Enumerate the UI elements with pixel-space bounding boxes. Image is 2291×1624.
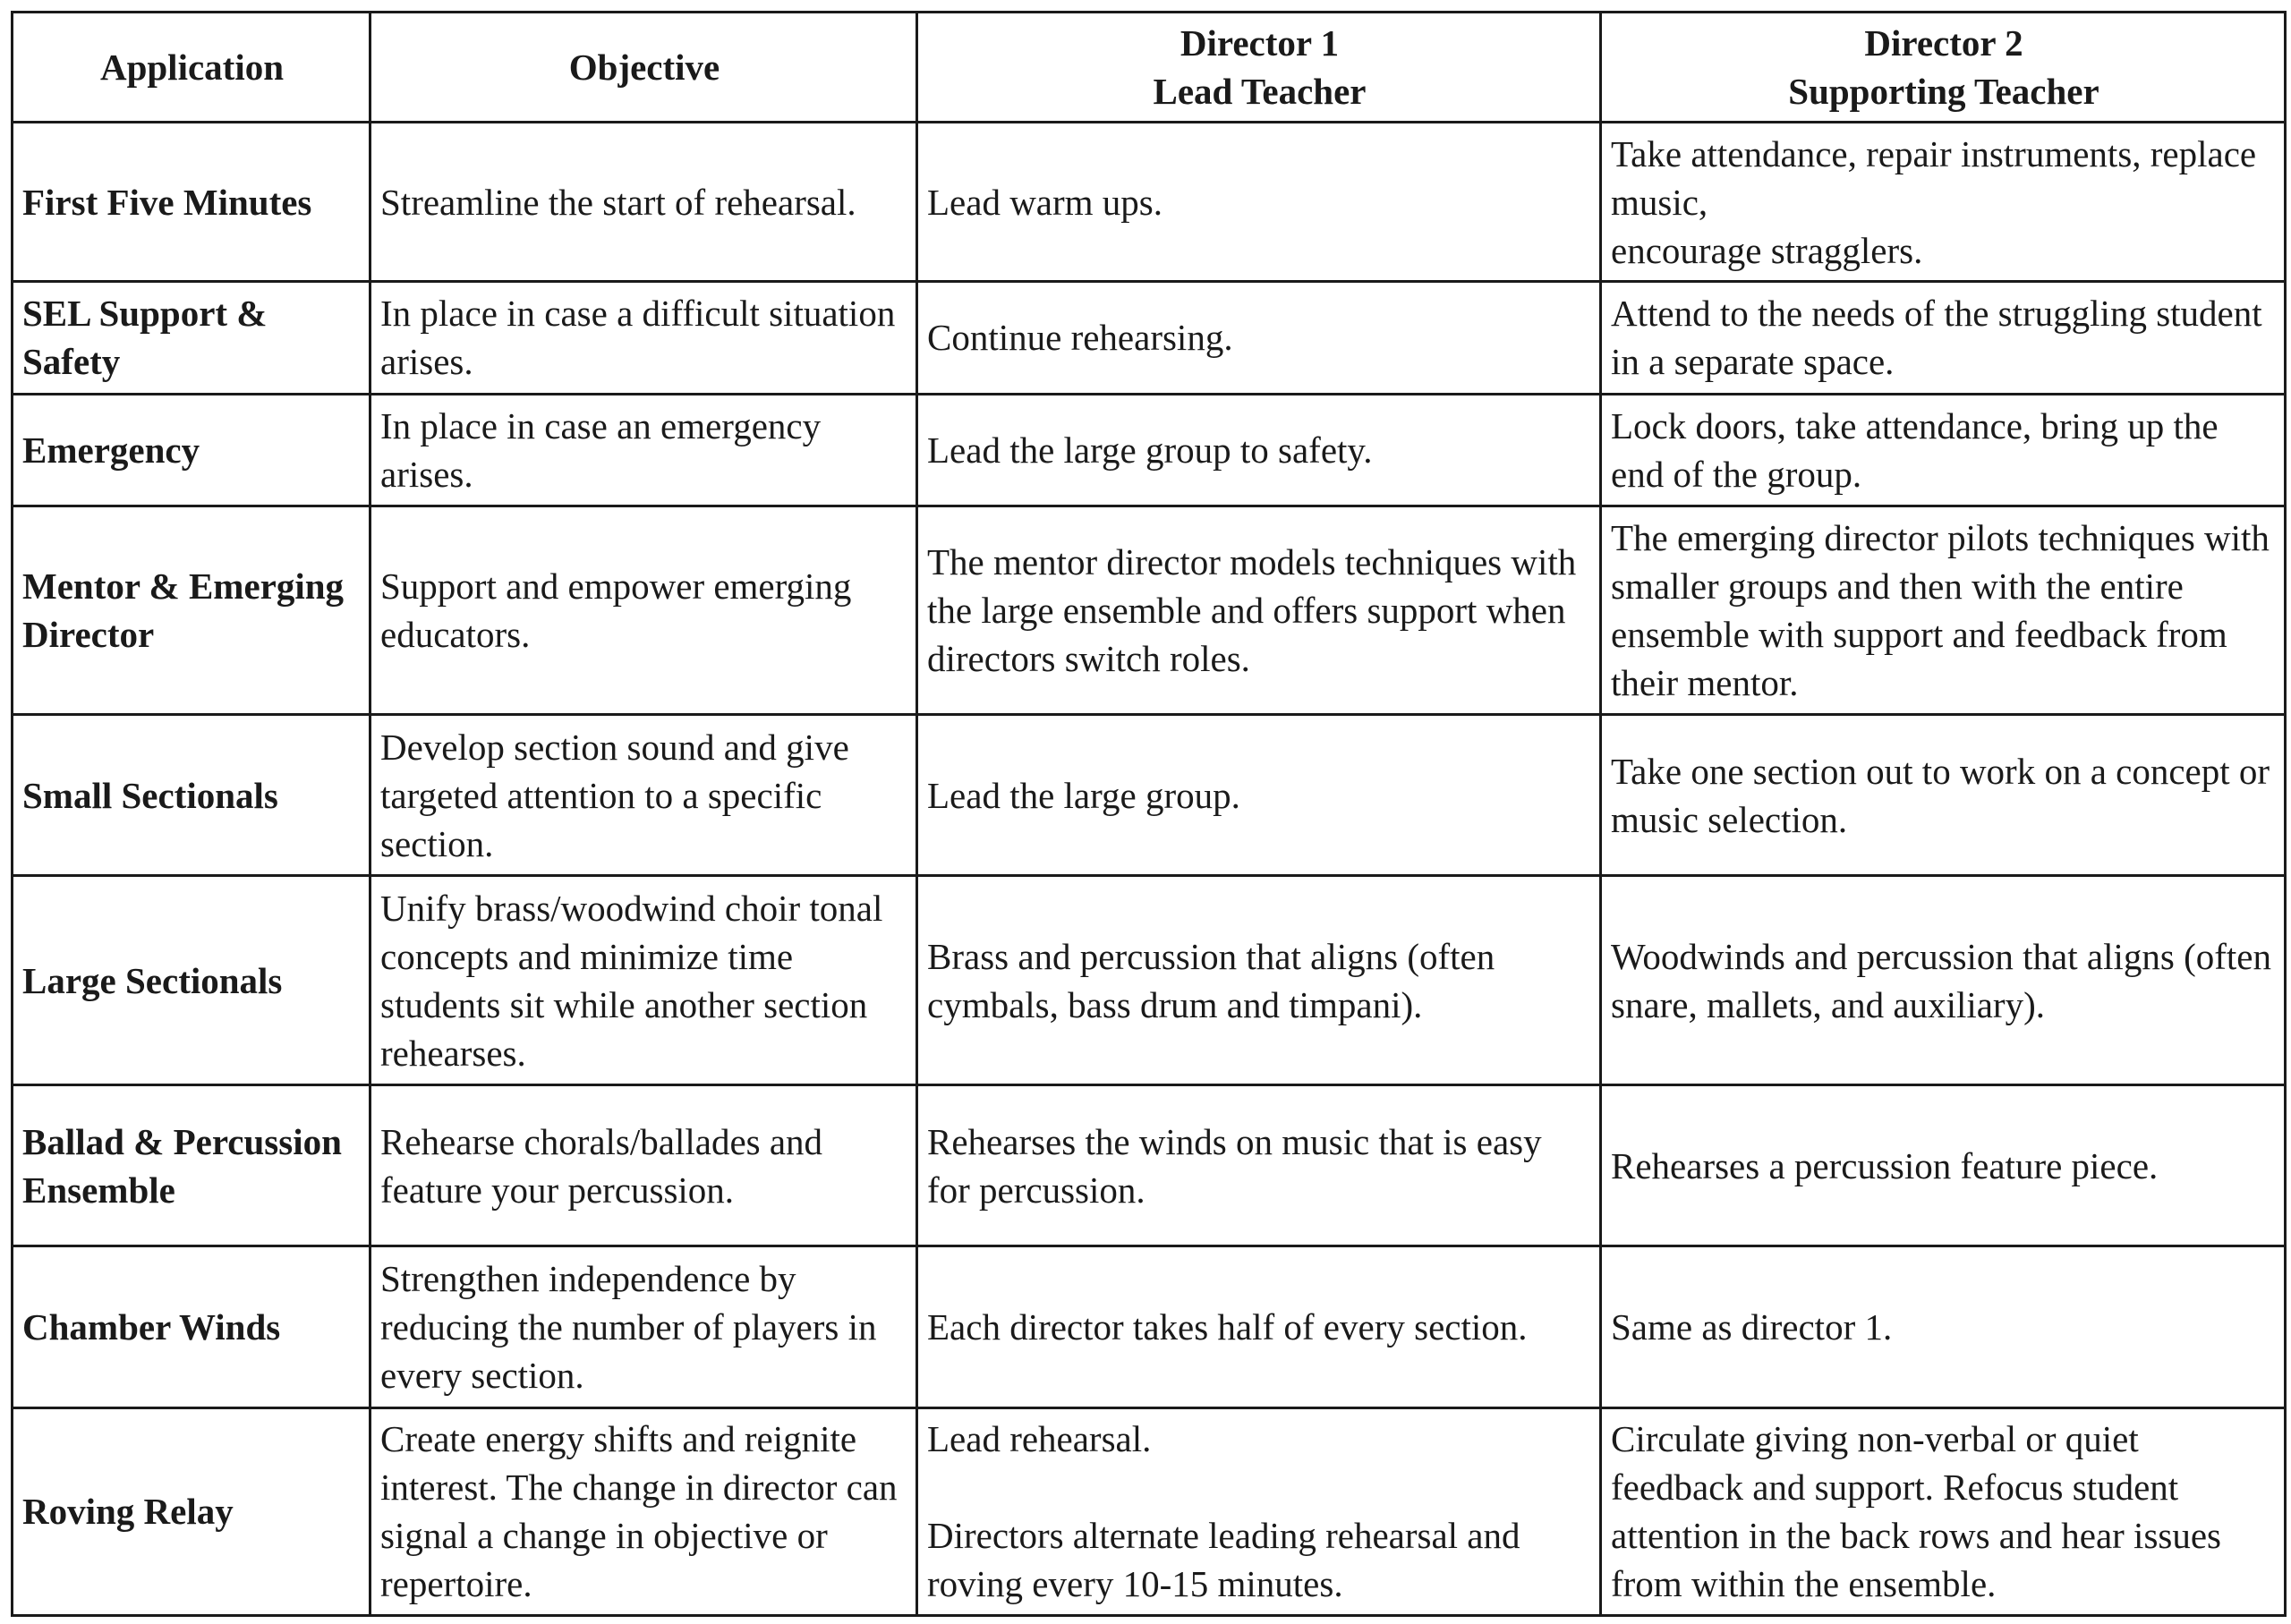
cell-application: Roving Relay [13,1407,370,1616]
cell-application: Large Sectionals [13,876,370,1084]
cell-objective: Strengthen independence by reducing the number of players in every section. [370,1246,917,1407]
header-application: Application [13,13,370,123]
table-row [13,1084,2286,1246]
cell-objective: Support and empower emerging educators. [370,506,917,714]
cell-director-1: Brass and percussion that aligns (often cymbals, bass drum and timpani). [917,876,1601,1084]
cell-application: Emergency [13,394,370,506]
cell-application: SEL Support & Safety [13,282,370,394]
cell-director-2: Circulate giving non-verbal or quiet feedback and support. Refocus student attention in the back rows and hear issues from within the ensemble. [1601,1407,2286,1616]
cell-director-2: The emerging director pilots techniques with smaller groups and then with the entire ensemble with support and feedback from their mentor. [1601,506,2286,714]
cell-application: Mentor & Emerging Director [13,506,370,714]
cell-director-1: Lead the large group to safety. [917,394,1601,506]
cell-application: Chamber Winds [13,1246,370,1407]
cell-director-1: Lead rehearsal. Directors alternate leading rehearsal and roving every 10-15 minutes. [917,1407,1601,1616]
cell-objective: Develop section sound and give targeted attention to a specific section. [370,715,917,876]
cell-application: Small Sectionals [13,715,370,876]
cell-director-1: Rehearses the winds on music that is easy for percussion. [917,1084,1601,1246]
header-objective: Objective [370,13,917,123]
cell-objective: In place in case a difficult situation arises. [370,282,917,394]
header-director-2: Director 2 Supporting Teacher [1601,13,2286,123]
cell-director-2: Same as director 1. [1601,1246,2286,1407]
cell-director-2: Rehearses a percussion feature piece. [1601,1084,2286,1246]
header-row [13,13,2286,123]
table-body [13,123,2286,1616]
cell-objective: In place in case an emergency arises. [370,394,917,506]
table-row [13,1246,2286,1407]
cell-director-1: The mentor director models techniques with the large ensemble and offers support when directors switch roles. [917,506,1601,714]
cell-director-2: Lock doors, take attendance, bring up the end of the group. [1601,394,2286,506]
table-row [13,715,2286,876]
cell-application: Ballad & Percussion Ensemble [13,1084,370,1246]
table-row [13,394,2286,506]
cell-director-1: Lead the large group. [917,715,1601,876]
cell-application: First Five Minutes [13,123,370,282]
cell-director-2: Attend to the needs of the struggling student in a separate space. [1601,282,2286,394]
cell-director-2: Take attendance, repair instruments, replace music, encourage stragglers. [1601,123,2286,282]
cell-objective: Rehearse chorals/ballades and feature your percussion. [370,1084,917,1246]
cell-director-1: Lead warm ups. [917,123,1601,282]
cell-director-2: Woodwinds and percussion that aligns (often snare, mallets, and auxiliary). [1601,876,2286,1084]
cell-objective: Streamline the start of rehearsal. [370,123,917,282]
table-row [13,1407,2286,1616]
header-director-1: Director 1 Lead Teacher [917,13,1601,123]
table-row [13,876,2286,1084]
cell-director-2: Take one section out to work on a concept or music selection. [1601,715,2286,876]
table-row [13,282,2286,394]
table-header [13,13,2286,123]
roles-table [11,11,2287,1617]
table-row [13,506,2286,714]
cell-objective: Create energy shifts and reignite interest. The change in director can signal a change in objective or repertoire. [370,1407,917,1616]
cell-director-1: Each director takes half of every section. [917,1246,1601,1407]
cell-objective: Unify brass/woodwind choir tonal concepts and minimize time students sit while another section rehearses. [370,876,917,1084]
cell-director-1: Continue rehearsing. [917,282,1601,394]
table-row [13,123,2286,282]
